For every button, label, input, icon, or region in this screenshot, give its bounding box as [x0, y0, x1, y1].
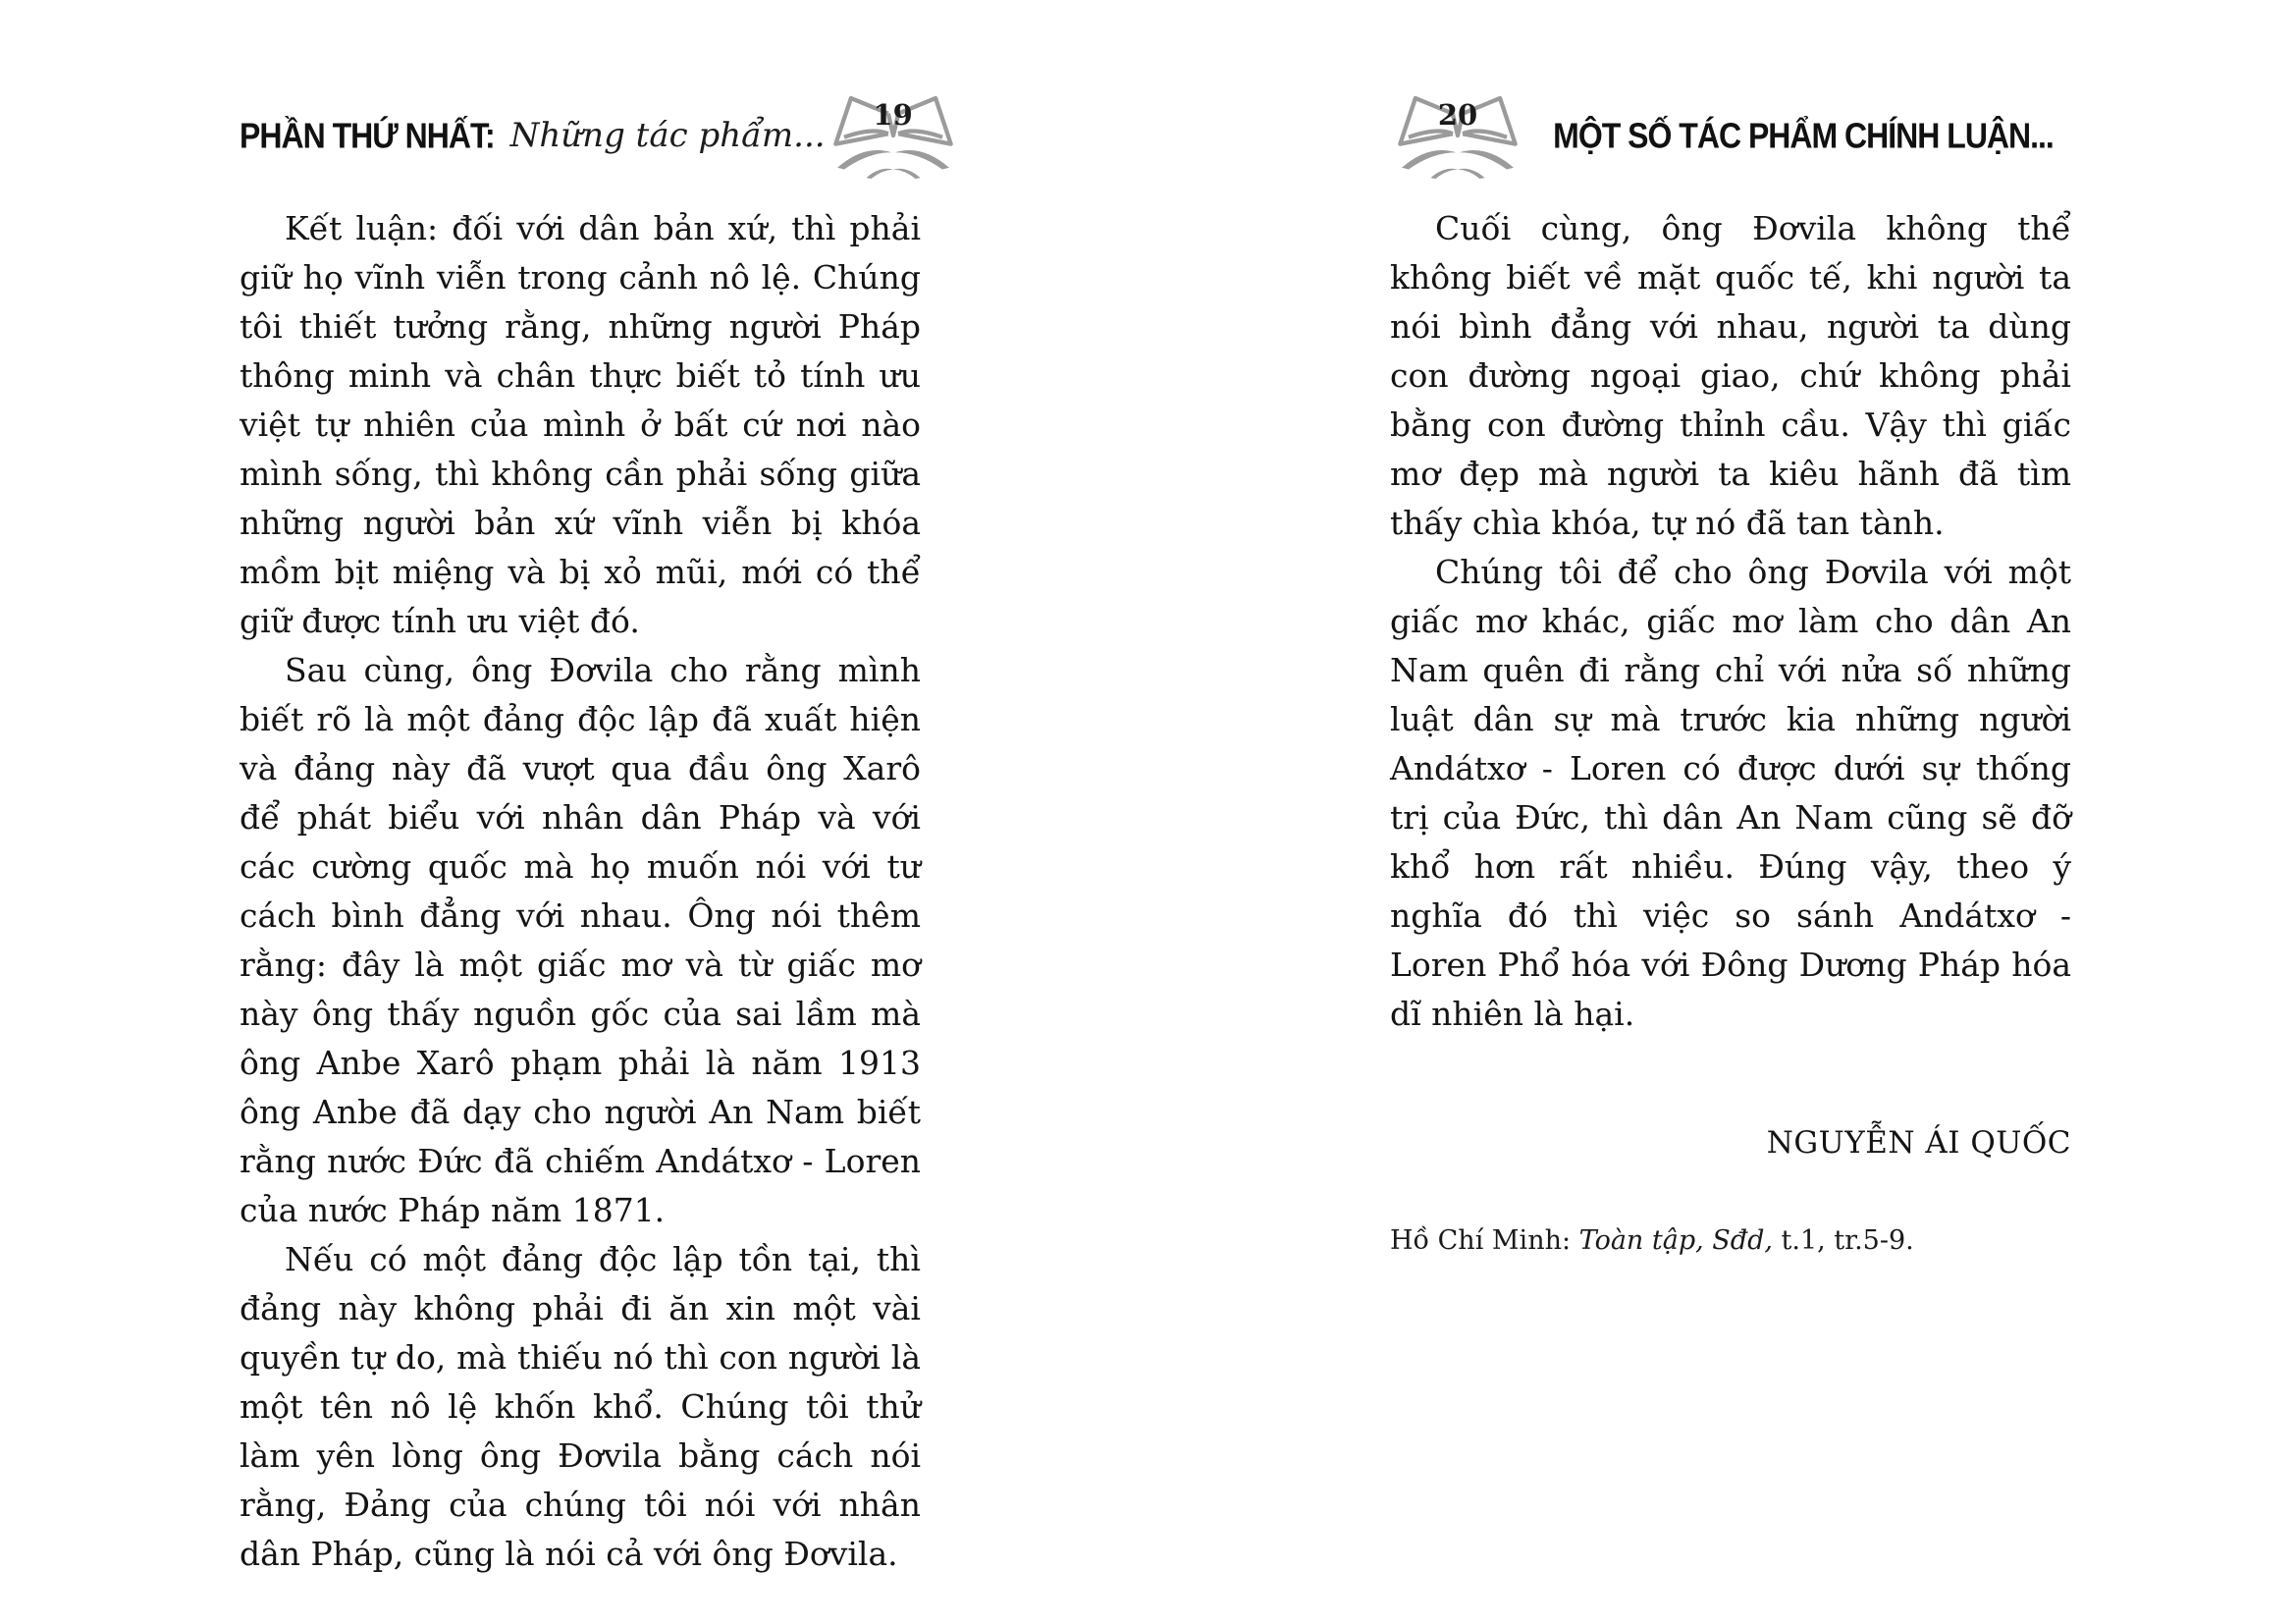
paragraph: Sau cùng, ông Đơvila cho rằng mình biết rõ là một đảng độc lập đã xuất hiện và đảng này đã vượt qua đầu ông Xarô để phát biểu với nhân dân Pháp và với các cường quốc mà họ muốn nói với tư cách bình đẳng với nhau. Ông nói thêm rằng: đây là một giấc mơ và từ giấc mơ này ông thấy nguồn gốc của sai lầm mà ông Anbe Xarô phạm phải là năm 1913 ông Anbe đã dạy cho người An Nam biết rằng nước Đức đã chiếm Andátxơ - Loren của nước Pháp năm 1871.	[240, 651, 921, 1229]
citation-prefix: Hồ Chí Minh:	[1390, 1225, 1579, 1256]
left-page-number: 19	[873, 98, 913, 132]
citation-work-title: Toàn tập, Sđd,	[1578, 1225, 1773, 1256]
right-running-header	[1390, 84, 2071, 187]
page-right	[1390, 84, 2071, 1256]
open-book-icon	[826, 90, 961, 181]
left-page-body	[240, 204, 921, 1579]
author-signature: NGUYỄN ÁI QUỐC	[1766, 1125, 2071, 1161]
left-running-header	[240, 84, 921, 187]
paragraph: Kết luận: đối với dân bản xứ, thì phải giữ họ vĩnh viễn trong cảnh nô lệ. Chúng tôi thiết tưởng rằng, những người Pháp thông minh và chân thực biết tỏ tính ưu việt tự nhiên của mình ở bất cứ nơi nào mình sống, thì không cần phải sống giữa những người bản xứ vĩnh viễn bị khóa mồm bịt miệng và bị xỏ mũi, mới có thể giữ được tính ưu việt đó.	[240, 209, 921, 640]
source-citation	[1390, 1225, 2071, 1256]
right-page-body	[1390, 204, 2071, 1039]
section-title-script: Những tác phẩm...	[509, 116, 826, 155]
right-page-number: 20	[1437, 98, 1478, 132]
paragraph: Chúng tôi để cho ông Đơvila với một giấc mơ khác, giấc mơ làm cho dân An Nam quên đi rằng chỉ với nửa số những luật dân sự mà trước kia những người Andátxơ - Loren có được dưới sự thống trị của Đức, thì dân An Nam cũng sẽ đỡ khổ hơn rất nhiều. Đúng vậy, theo ý nghĩa đó thì việc so sánh Andátxơ - Loren Phổ hóa với Đông Dương Pháp hóa dĩ nhiên là hại.	[1390, 553, 2071, 1033]
section-label: PHẦN THỨ NHẤT:	[240, 115, 495, 155]
open-book-icon	[1390, 90, 1525, 181]
paragraph: Nếu có một đảng độc lập tồn tại, thì đảng này không phải đi ăn xin một vài quyền tự do, mà thiếu nó thì con người là một tên nô lệ khốn khổ. Chúng tôi thử làm yên lòng ông Đơvila bằng cách nói rằng, Đảng của chúng tôi nói với nhân dân Pháp, cũng là nói cả với ông Đơvila.	[240, 1240, 921, 1573]
citation-pages: t.1, tr.5-9.	[1772, 1225, 1914, 1256]
paragraph: Cuối cùng, ông Đơvila không thể không biết về mặt quốc tế, khi người ta nói bình đẳng với nhau, người ta dùng con đường ngoại giao, chứ không phải bằng con đường thỉnh cầu. Vậy thì giấc mơ đẹp mà người ta kiêu hãnh đã tìm thấy chìa khóa, tự nó đã tan tành.	[1390, 209, 2071, 542]
chapter-title: MỘT SỐ TÁC PHẨM CHÍNH LUẬN...	[1553, 115, 2054, 155]
page-left	[240, 84, 921, 1579]
